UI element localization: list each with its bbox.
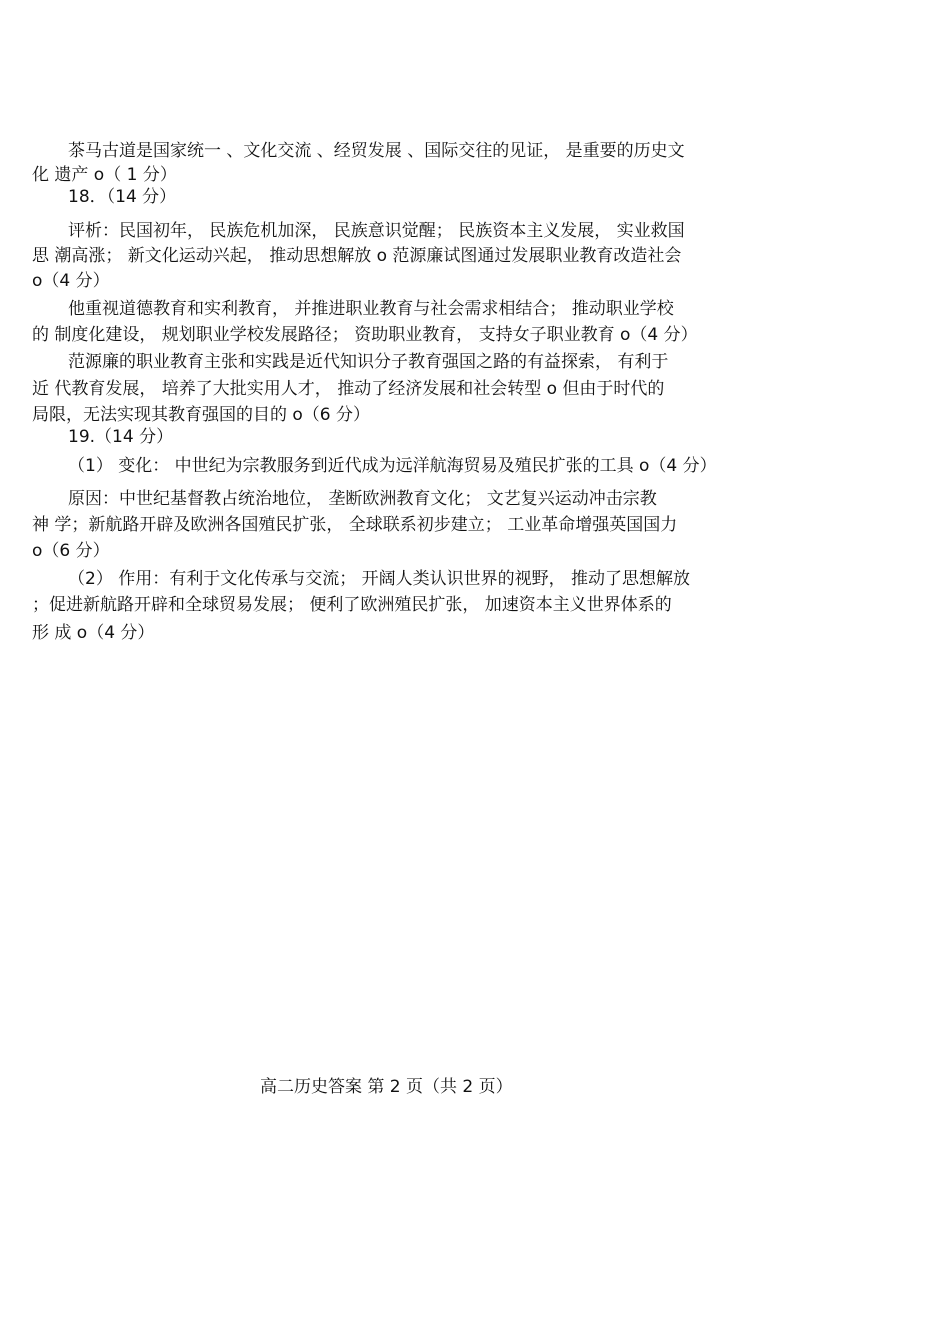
text-line: 形 成 o（4 分） bbox=[32, 623, 155, 643]
text-line: 局限，无法实现其教育强国的目的 o（6 分） bbox=[32, 405, 371, 425]
text-line: 他重视道德教育和实利教育， 并推进职业教育与社会需求相结合； 推动职业学校 bbox=[68, 299, 674, 319]
text-line: ；促进新航路开辟和全球贸易发展； 便利了欧洲殖民扩张， 加速资本主义世界体系的 bbox=[32, 595, 672, 615]
text-line: （2） 作用：有利于文化传承与交流； 开阔人类认识世界的视野， 推动了思想解放 bbox=[68, 569, 691, 589]
text-line: o（6 分） bbox=[32, 541, 110, 561]
text-line: 的 制度化建设， 规划职业学校发展路径； 资助职业教育， 支持女子职业教育 o（4 分） bbox=[32, 325, 698, 345]
text-line: 神 学；新航路开辟及欧洲各国殖民扩张， 全球联系初步建立； 工业革命增强英国国力 bbox=[32, 515, 678, 535]
question-number: 19.（14 分） bbox=[68, 427, 174, 447]
text-line: 近 代教育发展， 培养了大批实用人才， 推动了经济发展和社会转型 o 但由于时代的 bbox=[32, 379, 665, 399]
text-line: o（4 分） bbox=[32, 271, 110, 291]
page-footer: 高二历史答案 第 2 页（共 2 页） bbox=[260, 1077, 513, 1097]
text-line: 原因：中世纪基督教占统治地位， 垄断欧洲教育文化； 文艺复兴运动冲击宗教 bbox=[68, 489, 657, 509]
question-number: 18．（14 分） bbox=[68, 187, 177, 207]
text-line: 茶马古道是国家统一 、文化交流 、经贸发展 、国际交往的见证， 是重要的历史文 bbox=[68, 141, 685, 161]
text-line: 化 遗产 o（ 1 分） bbox=[32, 165, 177, 185]
text-line: 范源廉的职业教育主张和实践是近代知识分子教育强国之路的有益探索， 有利于 bbox=[68, 352, 669, 372]
text-line: 思 潮高涨； 新文化运动兴起， 推动思想解放 o 范源廉试图通过发展职业教育改造社会 bbox=[32, 246, 682, 266]
text-line: 评析：民国初年， 民族危机加深， 民族意识觉醒； 民族资本主义发展， 实业救国 bbox=[68, 221, 685, 241]
text-line: （1） 变化： 中世纪为宗教服务到近代成为远洋航海贸易及殖民扩张的工具 o（4 分） bbox=[68, 456, 717, 476]
